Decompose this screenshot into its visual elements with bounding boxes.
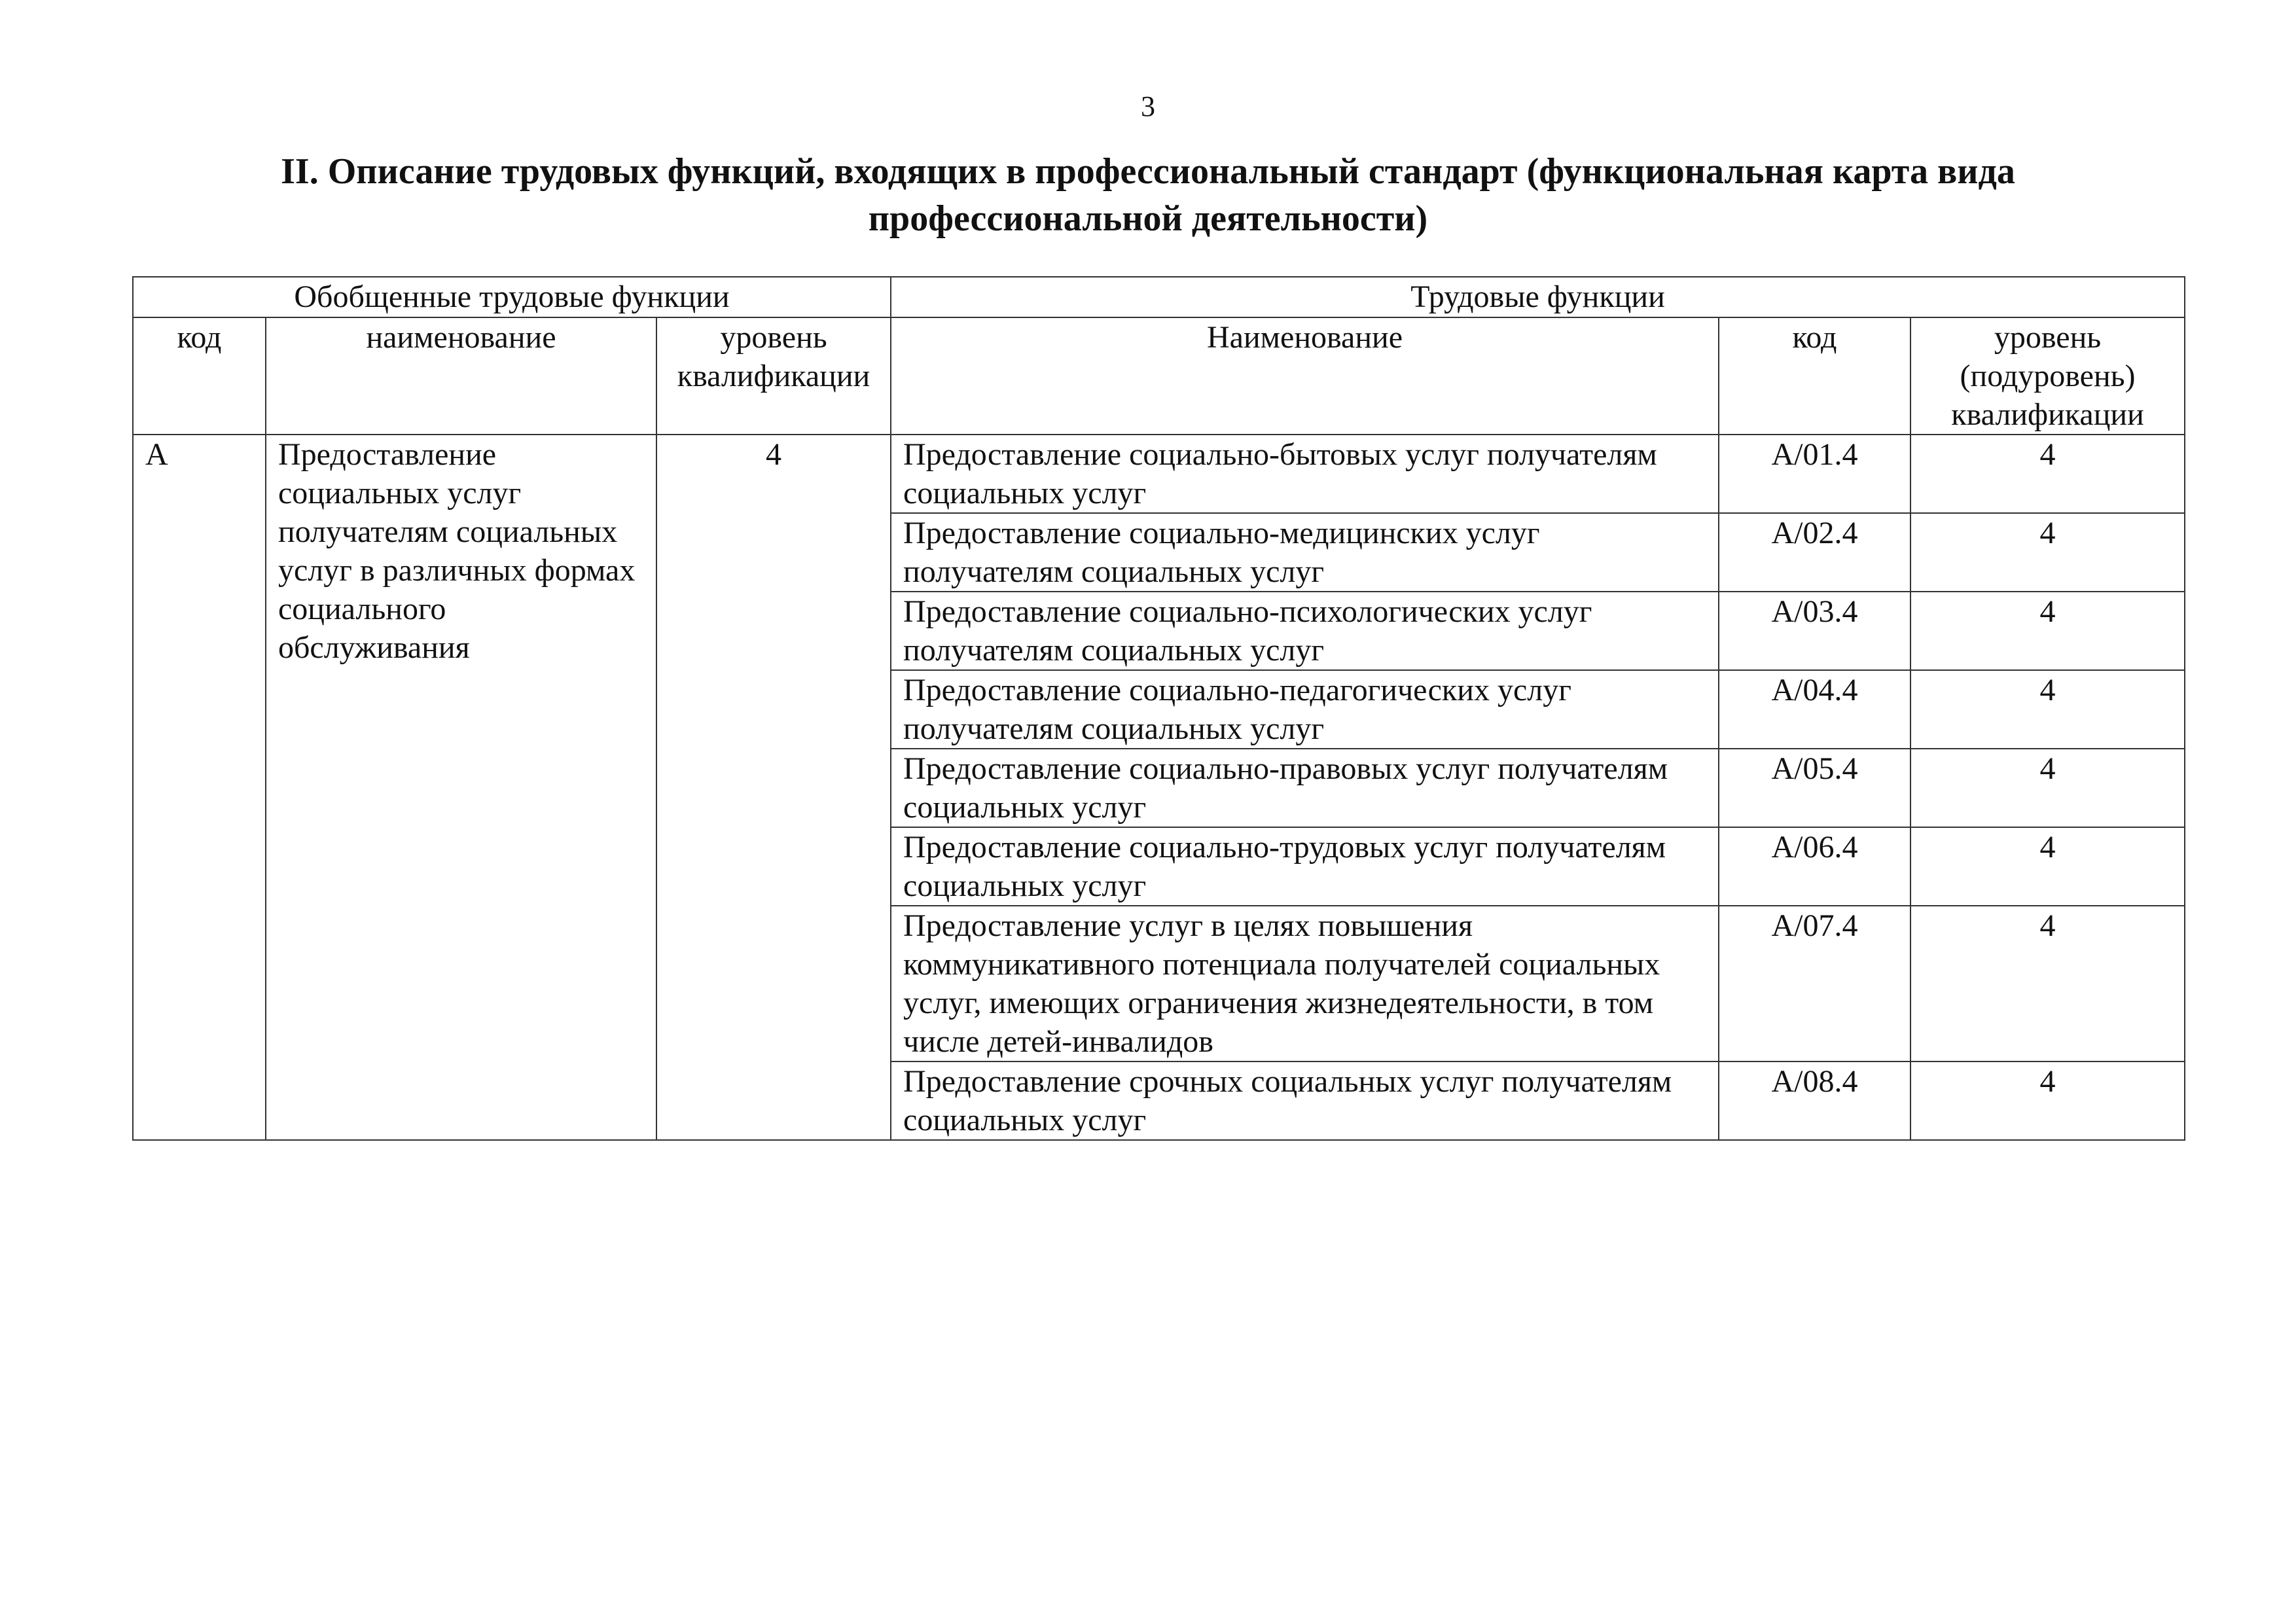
function-level: 4 — [1910, 513, 2185, 592]
function-name: Предоставление социально-правовых услуг получателям социальных услуг — [891, 749, 1719, 827]
header-gen-code: код — [133, 317, 266, 435]
page-number: 3 — [1141, 90, 1155, 122]
function-code: А/02.4 — [1719, 513, 1910, 592]
function-level: 4 — [1910, 592, 2185, 670]
generalized-function-level: 4 — [656, 435, 891, 1140]
generalized-function-code: А — [133, 435, 266, 1140]
function-code: А/05.4 — [1719, 749, 1910, 827]
function-name: Предоставление услуг в целях повышения коммуникативного потенциала получателей социальных услуг, имеющих ограничения жизнедеятельности, в том числе детей-инвалидов — [891, 906, 1719, 1061]
functional-map-table — [132, 276, 2185, 1141]
function-level: 4 — [1910, 435, 2185, 513]
table-row — [133, 435, 2185, 513]
function-name: Предоставление социально-психологических услуг получателям социальных услуг — [891, 592, 1719, 670]
function-name: Предоставление социально-бытовых услуг получателям социальных услуг — [891, 435, 1719, 513]
header-fn-code: код — [1719, 317, 1910, 435]
function-level: 4 — [1910, 906, 2185, 1061]
header-labor-functions: Трудовые функции — [891, 277, 2185, 317]
function-code: А/03.4 — [1719, 592, 1910, 670]
function-name: Предоставление срочных социальных услуг получателям социальных услуг — [891, 1061, 1719, 1140]
function-level: 4 — [1910, 827, 2185, 906]
header-group-row — [133, 277, 2185, 317]
section-title: II. Описание трудовых функций, входящих в профессиональный стандарт (функциональная карта вида профессиональной деятельности) — [281, 151, 2015, 239]
header-fn-name: Наименование — [891, 317, 1719, 435]
function-code: А/08.4 — [1719, 1061, 1910, 1140]
function-code: А/06.4 — [1719, 827, 1910, 906]
header-gen-level: уровень квалификации — [656, 317, 891, 435]
function-name: Предоставление социально-педагогических услуг получателям социальных услуг — [891, 670, 1719, 749]
header-fn-level: уровень (подуровень) квалификации — [1910, 317, 2185, 435]
function-code: А/01.4 — [1719, 435, 1910, 513]
header-gen-name: наименование — [266, 317, 656, 435]
function-code: А/04.4 — [1719, 670, 1910, 749]
function-level: 4 — [1910, 749, 2185, 827]
generalized-function-name: Предоставление социальных услуг получателям социальных услуг в различных формах социального обслуживания — [266, 435, 656, 1140]
function-level: 4 — [1910, 670, 2185, 749]
function-name: Предоставление социально-медицинских услуг получателям социальных услуг — [891, 513, 1719, 592]
function-level: 4 — [1910, 1061, 2185, 1140]
header-generalized-functions: Обобщенные трудовые функции — [133, 277, 891, 317]
function-name: Предоставление социально-трудовых услуг получателям социальных услуг — [891, 827, 1719, 906]
function-code: А/07.4 — [1719, 906, 1910, 1061]
header-columns-row — [133, 317, 2185, 435]
